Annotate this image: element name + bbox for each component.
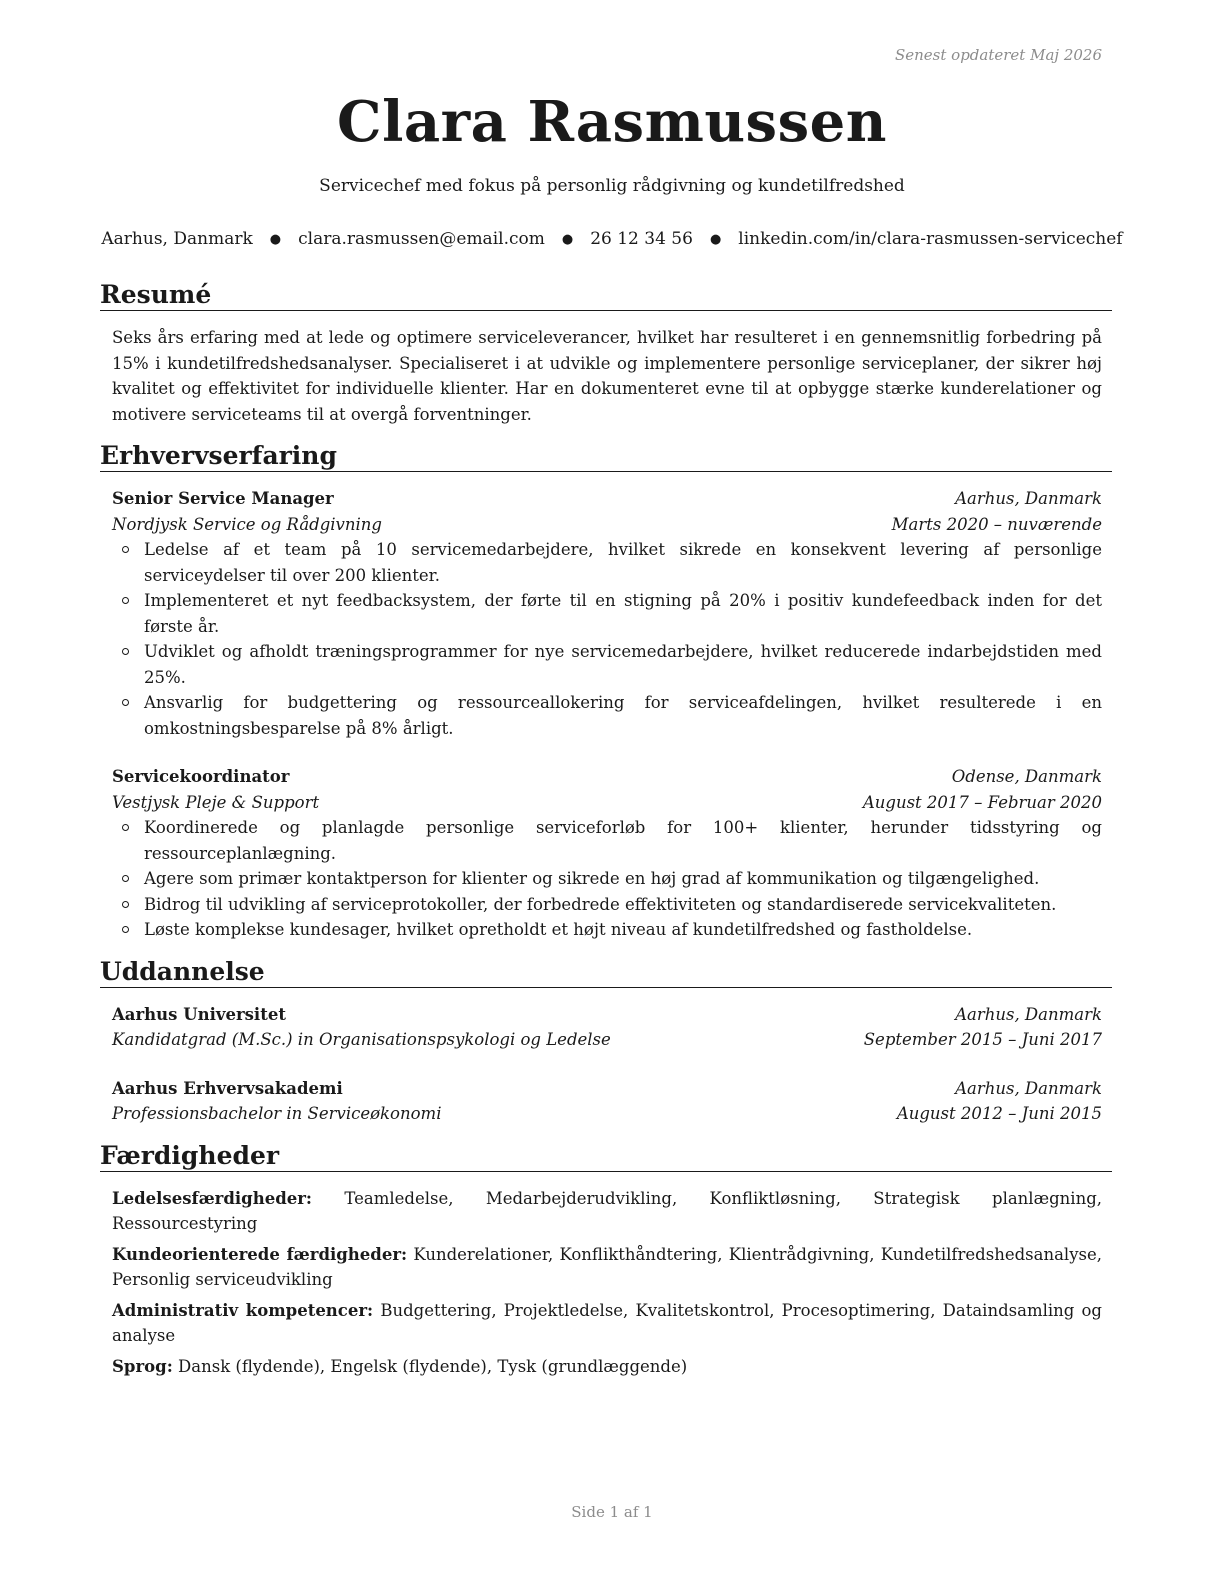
- separator-dot: ●: [561, 231, 574, 247]
- tagline: Servicechef med fokus på personlig rådgivning og kundetilfredshed: [319, 176, 905, 196]
- education-entry: [112, 1002, 1102, 1053]
- bullet-icon: [122, 546, 129, 553]
- education-entry: [112, 1076, 1102, 1127]
- last-updated-note: Senest opdateret Maj 2026: [894, 46, 1102, 64]
- job-location: Odense, Danmark: [951, 767, 1102, 786]
- school-location: Aarhus, Danmark: [955, 1004, 1102, 1024]
- job-company: Nordjysk Service og Rådgivning: [112, 514, 382, 534]
- section-title-education: Uddannelse: [100, 957, 1112, 988]
- separator-dot: ●: [709, 231, 722, 247]
- skills-label: Sprog:: [112, 1356, 173, 1376]
- school-name: Aarhus Erhvervsakademi: [112, 1078, 343, 1098]
- list-item: Bidrog til udvikling af serviceprotokoller, der forbedrede effektiviteten og standardiserede servicekvaliteten.: [144, 892, 1102, 918]
- skills-row: [112, 1354, 1102, 1380]
- skills-row: [112, 1186, 1102, 1237]
- list-item: Ledelse af et team på 10 servicemedarbejdere, hvilket sikrede en konsekvent levering af personlige serviceydelser til over 200 klienter.: [144, 537, 1102, 588]
- contact-phone: 26 12 34 56: [590, 229, 693, 249]
- summary-text: Seks års erfaring med at lede og optimere serviceleverancer, hvilket har resulteret i en gennemsnitlig forbedring på 15% i kundetilfredshedsanalyser. Specialiseret i at udvikle og implementere personlige serviceplaner, der sikrer høj kvalitet og effektivitet for individuelle klienter. Har en dokumenteret evne til at opbygge stærke kunderelationer og motivere serviceteams til at overgå forventninger.: [112, 328, 1102, 424]
- skills-label: Ledelsesfærdigheder:: [112, 1188, 313, 1208]
- section-title-skills: Færdigheder: [100, 1141, 1112, 1172]
- bullet-icon: [122, 926, 129, 933]
- bullet-icon: [122, 648, 129, 655]
- job-location: Aarhus, Danmark: [955, 489, 1102, 508]
- list-item: Implementeret et nyt feedbacksystem, der førte til en stigning på 20% i positiv kundefeedback inden for det første år.: [144, 588, 1102, 639]
- skills-value: Teamledelse, Medarbejderudvikling, Konfliktløsning, Strategisk planlægning, Ressourcestyring: [112, 1188, 1102, 1233]
- skills-row: [112, 1242, 1102, 1293]
- list-item: Udviklet og afholdt træningsprogrammer for nye servicemedarbejdere, hvilket reducerede indarbejdstiden med 25%.: [144, 639, 1102, 690]
- job-role: Senior Service Manager: [112, 489, 334, 508]
- skills-row: [112, 1298, 1102, 1349]
- job-bullets: [112, 815, 1102, 943]
- contact-location: Aarhus, Danmark: [101, 229, 253, 249]
- bullet-icon: [122, 699, 129, 706]
- separator-dot: ●: [269, 231, 282, 247]
- job-entry: [112, 764, 1102, 943]
- education-dates: September 2015 – Juni 2017: [863, 1030, 1102, 1049]
- list-item: Løste komplekse kundesager, hvilket opretholdt et højt niveau af kundetilfredshed og fastholdelse.: [144, 917, 1102, 943]
- skills-value: Dansk (flydende), Engelsk (flydende), Tysk (grundlæggende): [178, 1356, 688, 1376]
- contact-email-link[interactable]: clara.rasmussen@email.com: [298, 229, 545, 249]
- degree: Kandidatgrad (M.Sc.) in Organisationspsykologi og Ledelse: [112, 1030, 611, 1049]
- contact-bar: [0, 229, 1224, 249]
- job-bullets: [112, 537, 1102, 741]
- page-number: Side 1 af 1: [571, 1503, 653, 1521]
- list-item: Ansvarlig for budgettering og ressourceallokering for serviceafdelingen, hvilket resulterede i en omkostningsbesparelse på 8% årligt.: [144, 690, 1102, 741]
- bullet-icon: [122, 901, 129, 908]
- resume-body: [100, 280, 1112, 1379]
- job-entry: [112, 486, 1102, 741]
- job-role: Servicekoordinator: [112, 767, 290, 786]
- school-location: Aarhus, Danmark: [955, 1078, 1102, 1098]
- skills-value: Kunderelationer, Konflikthåndtering, Klientrådgivning, Kundetilfredshedsanalyse, Personlig serviceudvikling: [112, 1244, 1103, 1289]
- bullet-icon: [122, 875, 129, 882]
- section-title-experience: Erhvervserfaring: [100, 441, 1112, 472]
- skills-value: Budgettering, Projektledelse, Kvalitetskontrol, Procesoptimering, Dataindsamling og analyse: [112, 1300, 1102, 1345]
- bullet-icon: [122, 824, 129, 831]
- job-company: Vestjysk Pleje & Support: [112, 792, 320, 812]
- job-dates: Marts 2020 – nuværende: [891, 514, 1102, 534]
- bullet-icon: [122, 597, 129, 604]
- contact-linkedin-link[interactable]: linkedin.com/in/clara-rasmussen-servicechef: [738, 229, 1123, 249]
- degree: Professionsbachelor in Serviceøkonomi: [112, 1104, 442, 1123]
- skills-label: Administrativ kompetencer:: [112, 1300, 374, 1320]
- job-dates: August 2017 – Februar 2020: [862, 792, 1102, 812]
- school-name: Aarhus Universitet: [112, 1004, 286, 1024]
- section-title-summary: Resumé: [100, 280, 1112, 311]
- list-item: Agere som primær kontaktperson for klienter og sikrede en høj grad af kommunikation og tilgængelighed.: [144, 866, 1102, 892]
- candidate-name: Clara Rasmussen: [337, 89, 887, 155]
- list-item: Koordinerede og planlagde personlige serviceforløb for 100+ klienter, herunder tidsstyring og ressourceplanlægning.: [144, 815, 1102, 866]
- skills-label: Kundeorienterede færdigheder:: [112, 1244, 408, 1264]
- education-dates: August 2012 – Juni 2015: [896, 1104, 1102, 1123]
